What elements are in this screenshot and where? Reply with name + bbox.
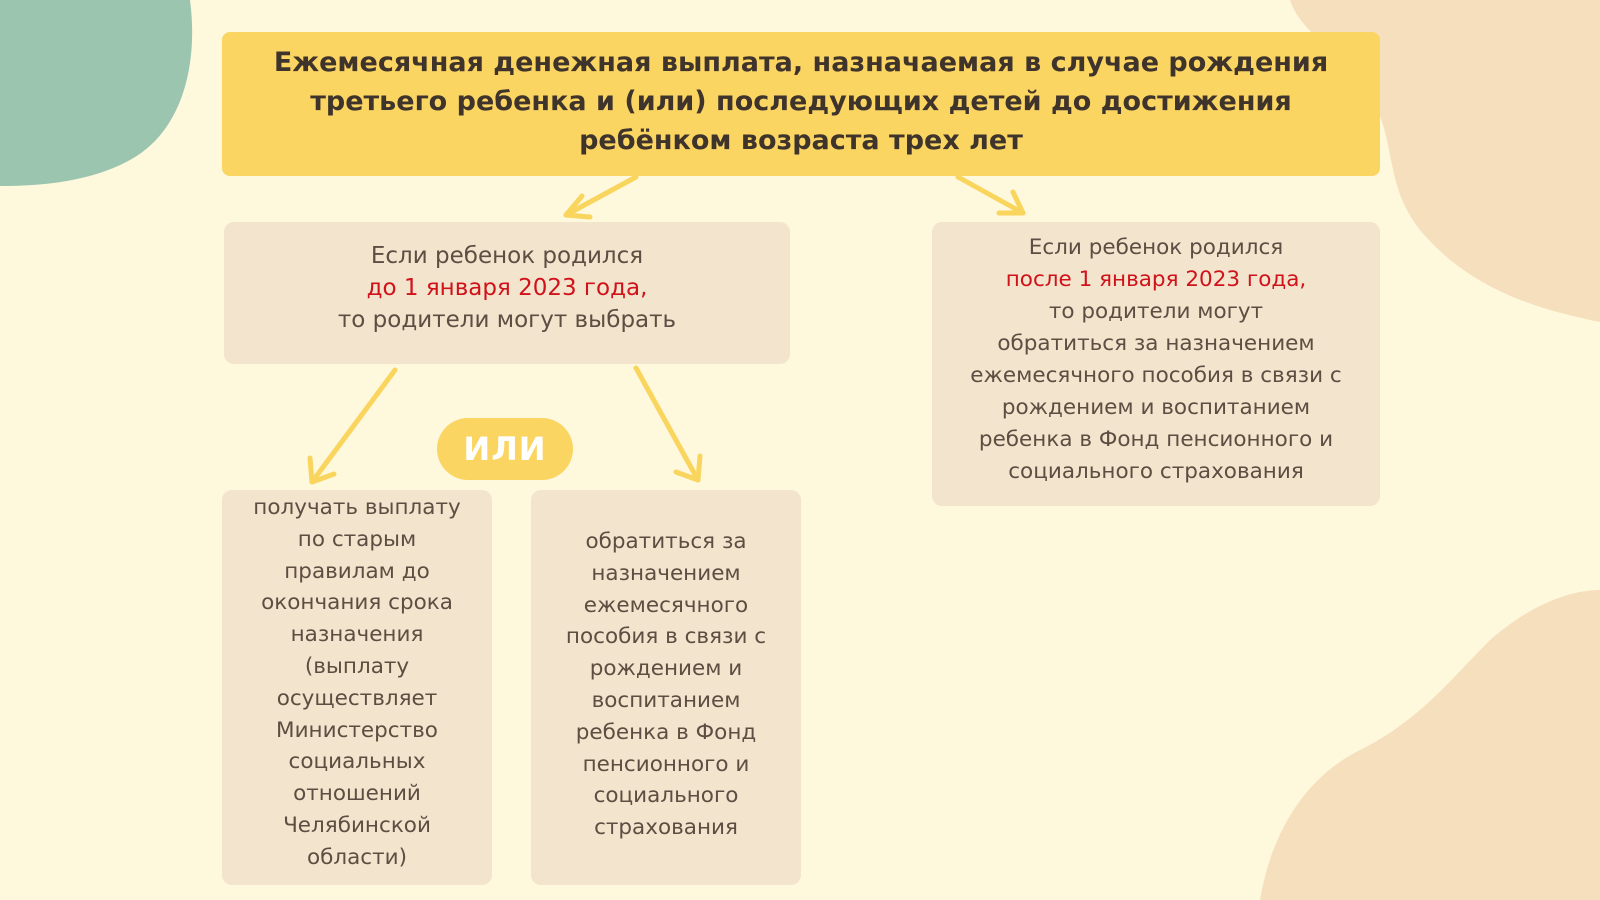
option-b-box xyxy=(531,490,801,885)
option-text-line: назначения xyxy=(290,622,424,648)
left-condition-box xyxy=(224,222,790,364)
option-text-line: окончания срока xyxy=(261,590,453,616)
option-text-line: получать выплату xyxy=(253,495,461,520)
option-text-line: ребенка в Фонд xyxy=(575,719,757,745)
condition-text-line: социального страхования xyxy=(1008,459,1304,484)
title-line: ребёнком возраста трех лет xyxy=(579,125,1023,156)
option-text-line: отношений xyxy=(293,781,421,807)
condition-consequence: то родители могут выбрать xyxy=(337,307,677,333)
condition-intro: Если ребенок родился xyxy=(370,243,644,269)
condition-text-line: рождением и воспитанием xyxy=(1001,395,1311,420)
option-text-line: (выплату xyxy=(304,653,410,679)
title-line: Ежемесячная денежная выплата, назначаемая в случае рождения xyxy=(273,47,1329,78)
title-line: третьего ребенка и (или) последующих детей до достижения xyxy=(310,86,1292,117)
condition-text-line: то родители могут xyxy=(1048,299,1264,324)
option-text-line: Челябинской xyxy=(283,812,431,838)
condition-date-highlight: после 1 января 2023 года, xyxy=(1005,267,1307,292)
right-condition-box xyxy=(932,222,1380,506)
option-text-line: пособия в связи с xyxy=(565,624,767,650)
condition-text-line: ребенка в Фонд пенсионного и xyxy=(978,427,1334,452)
option-text-line: осуществляет xyxy=(276,685,438,711)
option-text-line: области) xyxy=(306,844,408,870)
condition-text-line: ежемесячного пособия в связи с xyxy=(970,363,1342,388)
option-text-line: по старым xyxy=(297,526,417,552)
option-text-line: социальных xyxy=(288,749,426,775)
option-text-line: воспитанием xyxy=(591,687,741,713)
option-text-line: рождением и xyxy=(589,656,743,682)
arrow-to-option-b xyxy=(636,368,700,480)
diagram-title xyxy=(222,32,1380,176)
arrow-to-right-condition xyxy=(958,177,1023,213)
condition-intro: Если ребенок родился xyxy=(1028,235,1284,260)
option-text-line: Министерство xyxy=(276,717,438,743)
option-text-line: пенсионного и xyxy=(582,751,750,777)
option-a-box xyxy=(222,490,492,885)
option-text-line: назначением xyxy=(591,560,741,586)
option-text-line: ежемесячного xyxy=(583,592,749,618)
option-text-line: правилам до xyxy=(284,558,430,584)
condition-text-line: обратиться за назначением xyxy=(997,331,1315,356)
arrow-to-left-condition xyxy=(566,177,636,217)
condition-date-highlight: до 1 января 2023 года, xyxy=(366,275,648,301)
or-badge: ИЛИ xyxy=(437,418,573,480)
option-text-line: страхования xyxy=(594,815,738,841)
option-text-line: социального xyxy=(593,783,739,809)
option-text-line: обратиться за xyxy=(585,529,747,554)
arrow-to-option-a xyxy=(310,370,395,482)
